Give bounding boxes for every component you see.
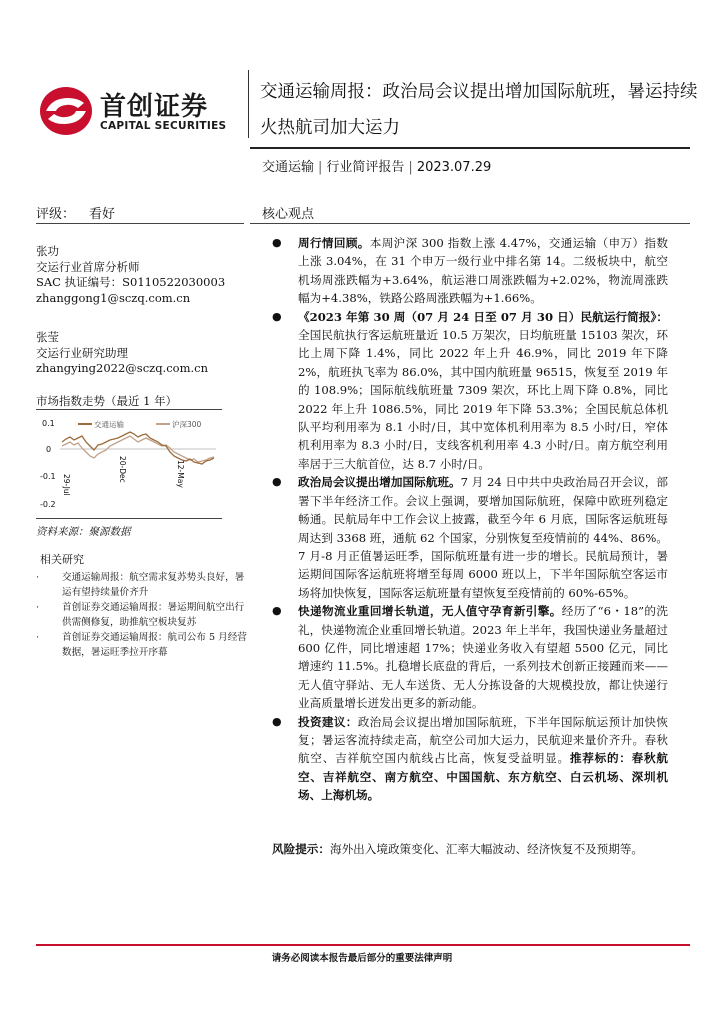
bullet-heading: 快递物流业重回增长轨道，无人值守孕育新引擎。 <box>298 604 562 619</box>
risk-label: 风险提示： <box>272 842 330 856</box>
x-tick-label: 20-Dec <box>118 456 127 483</box>
report-meta: 交通运输 | 行业简评报告 | 2023.07.29 <box>262 160 492 175</box>
divider-left <box>36 223 244 224</box>
logo-mark-icon <box>38 84 94 138</box>
bullet-heading: 政治局会议提出增加国际航班。 <box>298 475 461 490</box>
analyst-email[interactable]: zhanggong1@sczq.com.cn <box>36 290 191 305</box>
related-item-text[interactable]: 首创证券交通运输周报：航司公布 5 月经营数据，暑运旺季拉开序幕 <box>62 632 247 658</box>
analyst-name: 张功 <box>36 244 59 258</box>
analyst-role: 交运行业研究助理 <box>36 345 128 360</box>
bullet-text: 政治局会议提出增加国际航班，下半年国际航运预计加快恢复；暑运客流持续走高，航空公司加大运力，民航迎来量价齐升。春秋航空、吉祥航空国内航线占比高，恢复受益明显。 <box>298 714 668 766</box>
related-item-text[interactable]: 交通运输周报：航空需求复苏势头良好，暑运有望持续量价齐升 <box>62 572 245 598</box>
chart-title: 市场指数走势（最近 1 年） <box>36 394 178 408</box>
bullet-disc-icon: ● <box>272 604 282 618</box>
divider-right <box>250 223 690 224</box>
core-bullet <box>272 713 668 805</box>
rating-value: 看好 <box>89 207 116 222</box>
legend-label: 交通运输 <box>94 420 124 429</box>
series-line-transport <box>62 432 214 464</box>
bullet-text: 经历了“6・18”的洗礼，快递物流企业重回增长轨道。2023 年上半年，我国快递业务量超过 600 亿件，同比增速超 17%；快递业务收入有望超 5500 亿元，同比增速约 11.5%。扎稳增长底盘的背后，一系列技术创新正接踵而来——无人值守驿站、无人车送货、无人分拣设备的大规模投放，都让快递行业高质量增长迸发出更多的新动能。 <box>298 604 668 711</box>
analyst-cert: SAC 执证编号：S0110522030003 <box>36 275 226 289</box>
related-item[interactable] <box>36 570 248 600</box>
analyst-email[interactable]: zhangying2022@sczq.com.cn <box>36 361 208 375</box>
analyst-name: 张莹 <box>36 330 59 344</box>
related-item[interactable] <box>36 600 248 630</box>
x-tick-label: 12-May <box>176 460 185 488</box>
report-date: 2023.07.29 <box>416 160 492 175</box>
index-trend-chart <box>36 412 222 516</box>
analyst-role: 交运行业首席分析师 <box>36 259 140 274</box>
bullet-disc-icon: ● <box>272 236 282 249</box>
footer-rule <box>36 944 690 946</box>
bullet-text: 全国民航执行客运航班量近 10.5 万架次，日均航班量 15103 架次，环比上周下降 1.4%，同比 2022 年上升 46.9%，同比 2019 年下降 2%，航班执飞率为 86.0%，其中国内航班量 96515，恢复至 2019 年的 108.9%；国际航线航班量 7309 架次，环比上周下降 0.8%，同比 2022 年上升 1086.5%，同比 2019 年下降 53.3%；全国民航总体机队平均利用率为 8.1 小时/日，其中宽体机利用率为 8.5 小时/日，窄体机利用率为 8.3 小时/日，支线客机利用率 4.3 小时/日。南方航空利用率居于三大航首位，达 8.7 小时/日。 <box>298 328 668 471</box>
risk-text: 海外出入境政策变化、汇率大幅波动、经济恢复不及预期等。 <box>329 842 644 856</box>
chart-source: 资料来源：聚源数据 <box>36 526 131 538</box>
analyst-card <box>36 330 246 377</box>
bullet-disc-icon: ● <box>272 714 282 728</box>
y-tick-label: -0.1 <box>40 472 56 481</box>
recommended-stocks: 推荐标的：春秋航空、吉祥航空、南方航空、中国国航、东方航空、白云机场、深圳机场、上海机场。 <box>298 751 668 803</box>
core-bullet <box>272 234 668 308</box>
y-tick-label: 0.1 <box>42 419 55 428</box>
company-logo <box>38 84 238 140</box>
bullet-heading: 周行情回顾。 <box>298 236 370 250</box>
bullet-disc-icon: ● <box>272 309 282 323</box>
chart-rule-top <box>36 409 222 410</box>
legend-label: 沪深300 <box>172 420 202 429</box>
risk-warning <box>272 840 682 858</box>
industry-label: 交通运输 <box>262 160 315 175</box>
logo-text-cn: 首创证券 <box>100 92 209 122</box>
bullet-dot-icon: · <box>36 602 40 613</box>
bullet-text: 7 月 24 日中共中央政治局召开会议，部署下半年经济工作。会议上强调，要增加国际航班，保障中欧班列稳定畅通。民航局年中工作会议上披露，截至今年 6 月底，国际客运航班每周达到 3368 班，通航 62 个国家，分别恢复至疫情前的 44%、86%。7 月-8 月正值暑运旺季，国际航班量有进一步的增长。民航局预计，暑运期间国际客运航班将增至每周 6000 班以上，下半年国际航空客运市场将加快恢复，国际客运航班量有望恢复至疫情前的 60%-65%。 <box>298 475 668 600</box>
report-title: 交通运输周报：政治局会议提出增加国际航班，暑运持续火热航司加大运力 <box>260 82 698 138</box>
chart-rule-bottom <box>36 518 222 519</box>
x-tick-label: 29-Jul <box>62 474 71 496</box>
header-divider <box>248 70 249 138</box>
legal-disclaimer[interactable]: 请务必阅读本报告最后部分的重要法律声明 <box>271 953 453 964</box>
rating-label: 评级： <box>36 207 76 222</box>
bullet-heading: 《2023 年第 30 周（07 月 24 日至 07 月 30 日）民航运行简报》： <box>298 309 668 324</box>
bullet-dot-icon: · <box>36 632 40 643</box>
core-view-list <box>272 234 668 805</box>
related-research-title: 相关研究 <box>40 553 84 566</box>
bullet-dot-icon: · <box>36 572 40 583</box>
rating <box>36 203 115 222</box>
y-tick-label: 0 <box>46 445 52 454</box>
core-bullet <box>272 602 668 712</box>
title-rule <box>250 147 690 149</box>
core-view-title: 核心观点 <box>262 207 315 222</box>
bullet-disc-icon: ● <box>272 475 282 489</box>
logo-text-en: CAPITAL SECURITIES <box>100 120 227 132</box>
report-type: 行业简评报告 <box>326 160 405 175</box>
analyst-card <box>36 244 246 306</box>
related-research-list <box>36 570 248 660</box>
core-bullet <box>272 473 668 602</box>
y-tick-label: -0.2 <box>40 500 56 509</box>
related-item[interactable] <box>36 630 248 660</box>
related-item-text[interactable]: 首创证券交通运输周报：暑运期间航空出行供需侧修复，助推航空板块复苏 <box>62 602 245 628</box>
bullet-heading: 投资建议： <box>298 714 358 729</box>
bullet-text: 本周沪深 300 指数上涨 4.47%，交通运输（申万）指数上涨 3.04%，在 31 个申万一级行业中排名第 14。二级板块中，航空机场周涨跌幅为+3.64%，航运港口周涨跌幅为+2.02%，物流周涨跌幅为+4.38%，铁路公路周涨跌幅为+1.66%。 <box>298 236 668 306</box>
core-bullet <box>272 308 668 474</box>
